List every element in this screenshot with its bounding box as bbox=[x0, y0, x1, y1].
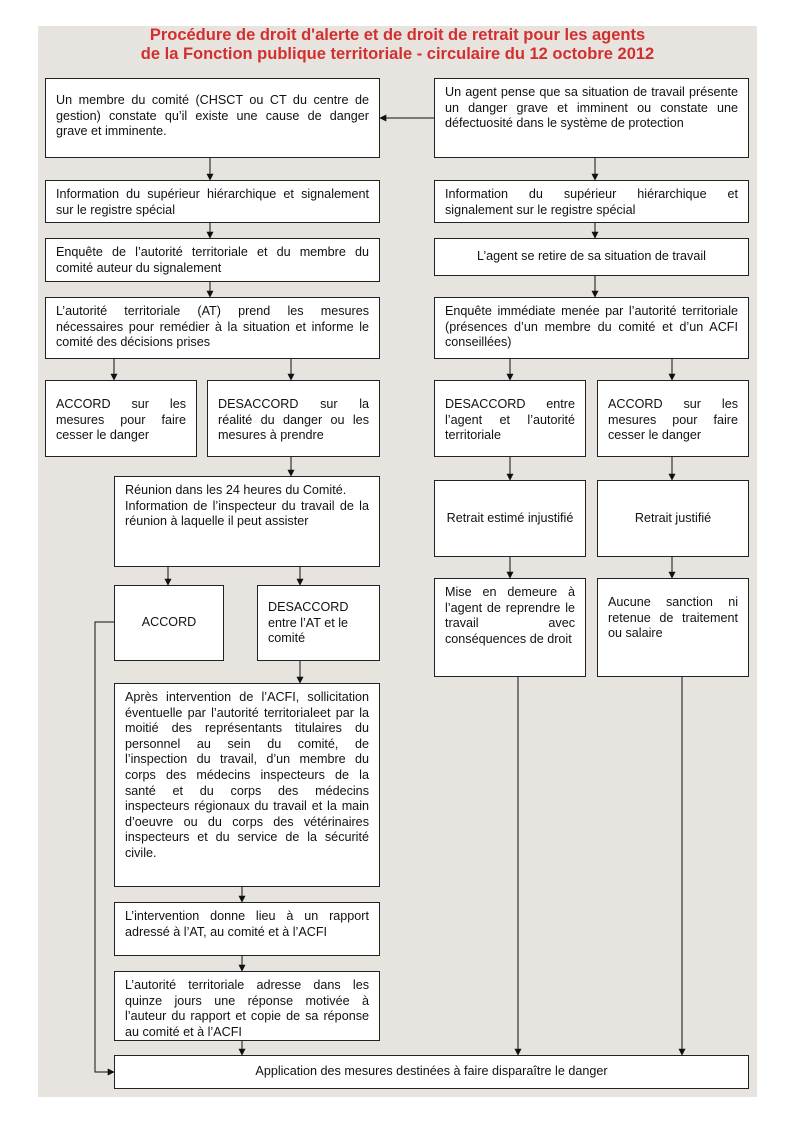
arrow-accord-to-application bbox=[95, 622, 114, 1072]
box-enquete-left-text: Enquête de l’autorité territoriale et du membre du comité auteur du signalement bbox=[56, 245, 369, 275]
box-desaccord-agent-text: DESACCORD entre l’agent et l’autorité territoriale bbox=[445, 397, 575, 443]
box-agent-pense bbox=[434, 78, 749, 158]
box-agent-retire-text: L’agent se retire de sa situation de travail bbox=[477, 249, 706, 264]
box-retrait-injustifie-text: Retrait estimé injustifié bbox=[446, 510, 574, 525]
box-reunion bbox=[114, 476, 380, 567]
box-aucune-sanction bbox=[597, 578, 749, 677]
box-accord-mesures-left bbox=[45, 380, 197, 457]
box-information-right bbox=[434, 180, 749, 223]
box-accord-mesures-right-text: ACCORD sur les mesures pour faire cesser le danger bbox=[608, 397, 738, 443]
box-desaccord-realite-text: DESACCORD sur la réalité du danger ou les mesures à prendre bbox=[218, 397, 369, 443]
box-agent-pense-text: Un agent pense que sa situation de travail présente un danger grave et imminent ou constate une défectuosité dans le système de protection bbox=[445, 85, 738, 131]
box-application bbox=[114, 1055, 749, 1089]
box-desaccord-agent bbox=[434, 380, 586, 457]
box-desaccord-at-comite-text: DESACCORD entre l’AT et le comité bbox=[268, 600, 349, 646]
box-reponse-motivee-text: L’autorité territoriale adresse dans les quinze jours une réponse motivée à l’auteur du rapport et copie de sa réponse au comité et à l’ACFI bbox=[125, 978, 369, 1039]
box-reponse-motivee bbox=[114, 971, 380, 1041]
box-aucune-sanction-text: Aucune sanction ni retenue de traitement ou salaire bbox=[608, 595, 738, 641]
title-line-1: Procédure de droit d'alerte et de droit de retrait pour les agents bbox=[149, 26, 646, 44]
box-membre-comite bbox=[45, 78, 380, 158]
box-retrait-justifie-text: Retrait justifié bbox=[634, 510, 712, 525]
box-intervention-rapport bbox=[114, 902, 380, 956]
box-desaccord-at-comite bbox=[257, 585, 380, 661]
box-reunion-line-1: Réunion dans les 24 heures du Comité. bbox=[125, 483, 347, 497]
box-accord-mesures-right bbox=[597, 380, 749, 457]
box-information-left bbox=[45, 180, 380, 223]
box-desaccord-realite bbox=[207, 380, 380, 457]
box-mise-en-demeure bbox=[434, 578, 586, 677]
box-application-text: Application des mesures destinées à faire disparaître le danger bbox=[255, 1064, 608, 1079]
box-accord-mesures-left-text: ACCORD sur les mesures pour faire cesser le danger bbox=[56, 397, 186, 443]
box-apres-intervention bbox=[114, 683, 380, 887]
box-membre-comite-text: Un membre du comité (CHSCT ou CT du centre de gestion) constate qu’il existe une cause de danger grave et imminente. bbox=[56, 93, 369, 139]
box-accord-comite bbox=[114, 585, 224, 661]
box-enquete-left bbox=[45, 238, 380, 282]
box-at-mesures bbox=[45, 297, 380, 359]
box-enquete-immediate-text: Enquête immédiate menée par l’autorité territoriale (présences d’un membre du comité et d’un ACFI conseillées) bbox=[445, 304, 738, 350]
box-at-mesures-text: L’autorité territoriale (AT) prend les mesures nécessaires pour remédier à la situation et informe le comité des décisions prises bbox=[56, 304, 369, 350]
box-retrait-injustifie bbox=[434, 480, 586, 557]
box-accord-comite-text: ACCORD bbox=[141, 615, 197, 630]
box-agent-retire bbox=[434, 238, 749, 276]
box-mise-en-demeure-text: Mise en demeure à l’agent de reprendre le travail avec conséquences de droit bbox=[445, 585, 575, 646]
box-information-left-text: Information du supérieur hiérarchique et signalement sur le registre spécial bbox=[56, 187, 369, 217]
box-intervention-rapport-text: L’intervention donne lieu à un rapport adressé à l’AT, au comité et à l’ACFI bbox=[125, 909, 369, 939]
box-enquete-immediate bbox=[434, 297, 749, 359]
box-apres-intervention-text: Après intervention de l’ACFI, sollicitation éventuelle par l’autorité territorialeet par la moitié des représentants titulaires du personnel au sein du comité, de l’inspection du travail, d’un membre du corps des médecins inspecteurs de la santé et du corps des médecins inspecteurs régionaux du travail et la main d’oeuvre ou du corps des vétérinaires inspecteurs et du service de la sécurité civile. bbox=[125, 690, 369, 860]
box-information-right-text: Information du supérieur hiérarchique et signalement sur le registre spécial bbox=[445, 187, 738, 217]
box-reunion-line-2: Information de l’inspecteur du travail de la réunion à laquelle il peut assister bbox=[125, 498, 369, 529]
box-retrait-justifie bbox=[597, 480, 749, 557]
title-line-2: de la Fonction publique territoriale - circulaire du 12 octobre 2012 bbox=[140, 45, 655, 63]
